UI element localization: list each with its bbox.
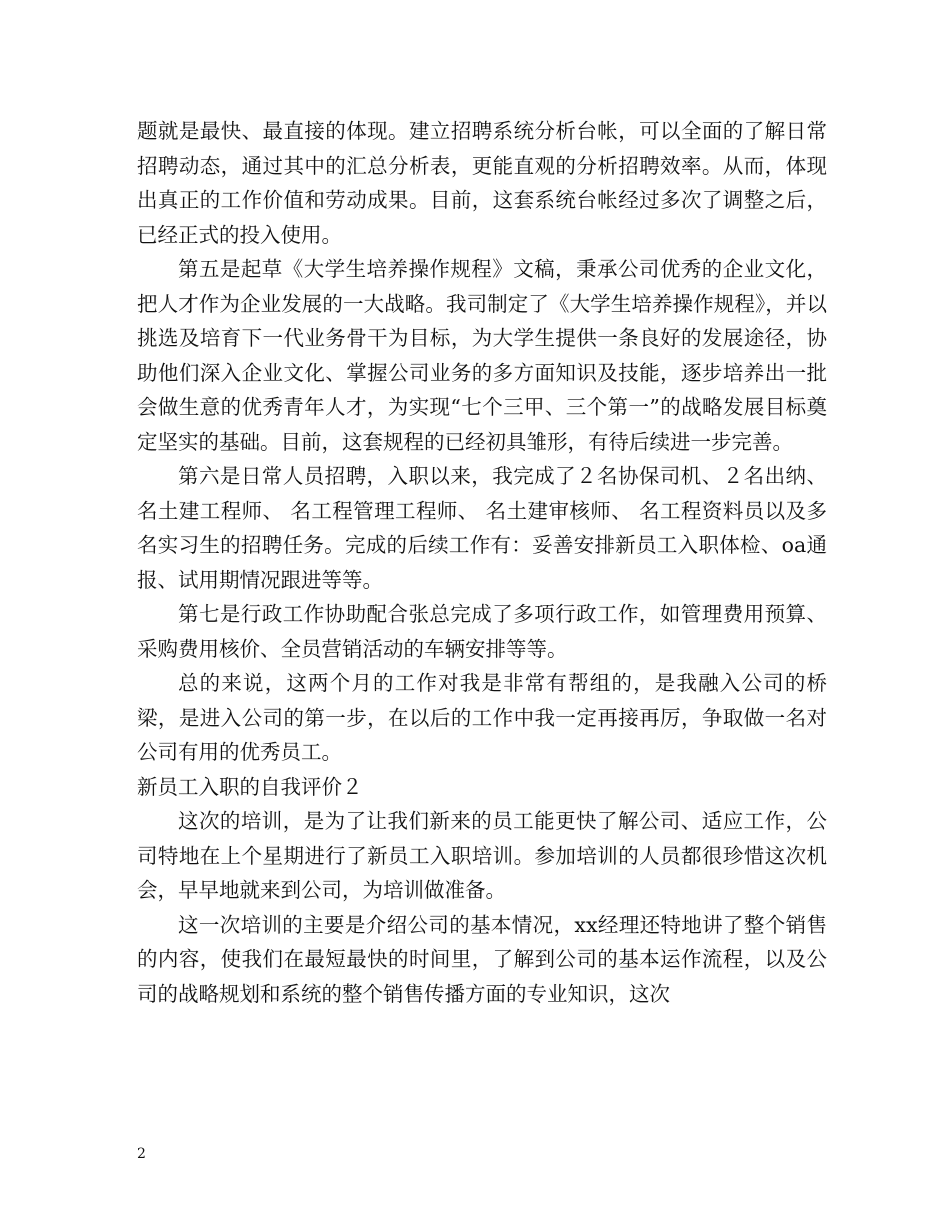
paragraph-training-content: 这一次培训的主要是介绍公司的基本情况，xx经理还特地讲了整个销售的内容，使我们在最短最快的时间里，了解到公司的基本运作流程，以及公司的战略规划和系统的整个销售传播方面的专业知识，这次 [137, 912, 827, 1006]
page-number: 2 [137, 1146, 146, 1162]
section-heading: 新员工入职的自我评价２ [137, 774, 363, 799]
paragraph-seventh-item: 第七是行政工作协助配合张总完成了多项行政工作，如管理费用预算、采购费用核价、全员营销活动的车辆安排等等。 [137, 602, 827, 661]
paragraph-recruitment-ledger: 题就是最快、最直接的体现。建立招聘系统分析台帐，可以全面的了解日常招聘动态，通过其中的汇总分析表，更能直观的分析招聘效率。从而，体现出真正的工作价值和劳动成果。目前，这套系统台帐经过多次了调整之后，已经正式的投入使用。 [137, 119, 827, 247]
paragraph-sixth-item: 第六是日常人员招聘，入职以来，我完成了２名协保司机、２名出纳、 名土建工程师、 名工程管理工程师、 名土建审核师、 名工程资料员以及多名实习生的招聘任务。完成的后续工作有：妥善安排新员工入职体检、oa通报、试用期情况跟进等等。 [137, 464, 827, 592]
paragraph-fifth-item: 第五是起草《大学生培养操作规程》文稿，秉承公司优秀的企业文化，把人才作为企业发展的一大战略。我司制定了《大学生培养操作规程》，并以挑选及培育下一代业务骨干为目标，为大学生提供一条良好的发展途径，协助他们深入企业文化、掌握公司业务的多方面知识及技能，逐步培养出一批会做生意的优秀青年人才，为实现“七个三甲、三个第一”的战略发展目标奠定坚实的基础。目前，这套规程的已经初具雏形，有待后续进一步完善。 [137, 257, 827, 454]
paragraph-summary: 总的来说，这两个月的工作对我是非常有帮组的，是我融入公司的桥梁，是进入公司的第一步，在以后的工作中我一定再接再厉，争取做一名对公司有用的优秀员工。 [137, 671, 827, 764]
paragraph-training-intro: 这次的培训，是为了让我们新来的员工能更快了解公司、适应工作，公司特地在上个星期进行了新员工入职培训。参加培训的人员都很珍惜这次机会，早早地就来到公司，为培训做准备。 [137, 809, 827, 902]
document-body [137, 114, 827, 1011]
